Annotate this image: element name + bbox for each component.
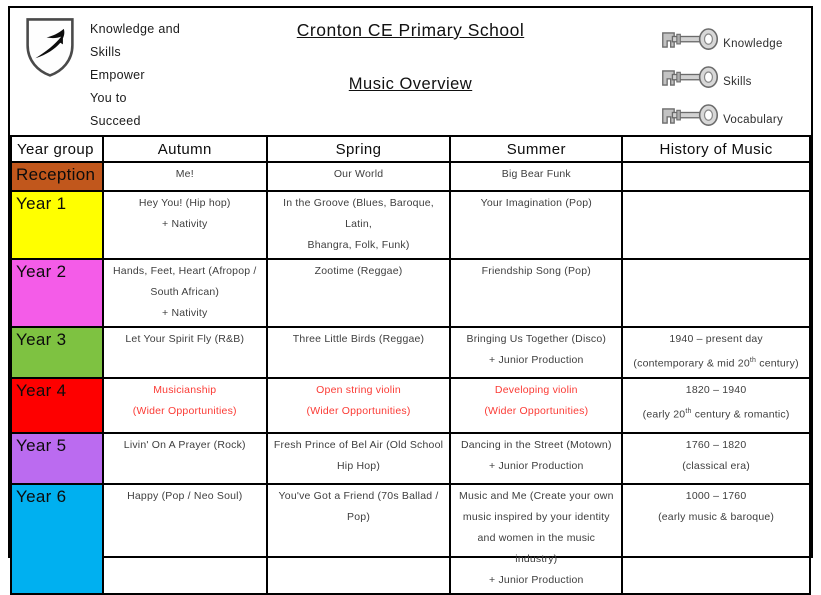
page-title: Cronton CE Primary School xyxy=(296,20,525,40)
spring-cell xyxy=(267,162,451,191)
page-header xyxy=(10,8,811,135)
cell-line: (early music & baroque) xyxy=(658,510,775,523)
year-group-cell: Year 4 xyxy=(11,378,103,433)
cell-line: Pop) xyxy=(347,510,371,523)
motto-line: Empower xyxy=(90,68,145,82)
year-group-cell: Year 2 xyxy=(11,259,103,327)
cell-line: + Junior Production xyxy=(489,459,584,472)
year-group-cell: Year 1 xyxy=(11,191,103,259)
key-legend-item xyxy=(661,16,783,54)
cell-line: In the Groove (Blues, Baroque, Latin, xyxy=(283,197,434,230)
cell-line: (Wider Opportunities) xyxy=(306,404,411,417)
autumn-cell xyxy=(103,433,267,484)
key-icon xyxy=(661,102,719,130)
table-row xyxy=(11,484,810,594)
key-legend xyxy=(661,16,783,130)
motto-line: Skills xyxy=(90,45,121,59)
cell-line: Three Little Birds (Reggae) xyxy=(292,333,425,345)
cell-line: Musicianship xyxy=(153,383,217,396)
history-cell xyxy=(622,327,810,378)
cell-line: South African) xyxy=(150,286,220,298)
cell-line: + Nativity xyxy=(162,307,208,319)
cell-line: and women in the music industry) xyxy=(477,531,596,565)
key-legend-item xyxy=(661,54,783,92)
summer-cell xyxy=(450,191,622,259)
cell-line: (classical era) xyxy=(682,459,750,472)
table-row xyxy=(11,259,810,327)
cell-line: Hey You! (Hip hop) xyxy=(138,197,231,209)
summer-cell xyxy=(450,327,622,378)
col-header-summer: Summer xyxy=(450,136,622,162)
history-cell xyxy=(622,191,810,259)
cell-line: (early 20th century & romantic) xyxy=(642,407,790,420)
table-row xyxy=(11,327,810,378)
cell-line: Open string violin xyxy=(316,383,401,396)
autumn-cell xyxy=(103,162,267,191)
autumn-cell xyxy=(103,259,267,327)
motto-line: You to xyxy=(90,91,127,105)
cell-line: Bhangra, Folk, Funk) xyxy=(307,239,410,251)
col-header-autumn: Autumn xyxy=(103,136,267,162)
cell-line: Dancing in the Street (Motown) xyxy=(460,438,612,451)
page-subtitle: Music Overview xyxy=(348,75,473,93)
key-legend-label: Vocabulary xyxy=(723,114,783,126)
year-group-cell: Year 5 xyxy=(11,433,103,484)
autumn-cell xyxy=(103,484,267,594)
year-group-cell: Year 6 xyxy=(11,484,103,594)
year-group-cell: Reception xyxy=(11,162,103,191)
cell-line: Our World xyxy=(333,168,384,180)
spring-cell xyxy=(267,378,451,433)
table-row xyxy=(11,191,810,259)
key-legend-label: Knowledge xyxy=(723,38,783,50)
table-row xyxy=(11,433,810,484)
cell-line: (Wider Opportunities) xyxy=(132,404,237,417)
table-row xyxy=(11,162,810,191)
cell-line: Hands, Feet, Heart (Afropop / xyxy=(113,265,257,277)
cell-line: Happy (Pop / Neo Soul) xyxy=(127,489,243,502)
summer-cell xyxy=(450,259,622,327)
cell-line: + Junior Production xyxy=(489,354,584,366)
autumn-cell xyxy=(103,327,267,378)
autumn-cell xyxy=(103,191,267,259)
history-cell xyxy=(622,433,810,484)
cell-line: Hip Hop) xyxy=(337,459,381,472)
summer-cell xyxy=(450,484,622,594)
history-cell xyxy=(622,259,810,327)
history-cell xyxy=(622,162,810,191)
cell-line: Music and Me (Create your own xyxy=(459,489,614,502)
spring-cell xyxy=(267,433,451,484)
key-icon xyxy=(661,26,719,54)
spring-cell xyxy=(267,191,451,259)
cell-line: + Nativity xyxy=(162,218,208,230)
summer-cell xyxy=(450,378,622,433)
spring-cell xyxy=(267,484,451,594)
cell-line: Fresh Prince of Bel Air (Old School xyxy=(273,438,444,451)
cell-line: + Junior Production xyxy=(489,573,584,586)
history-cell xyxy=(622,378,810,433)
cell-line: You've Got a Friend (70s Ballad / xyxy=(278,489,439,502)
table-row xyxy=(11,378,810,433)
cell-line: 1000 – 1760 xyxy=(685,489,747,502)
cell-line: 1760 – 1820 xyxy=(685,438,747,451)
cell-line: Me! xyxy=(175,168,194,180)
cell-line: Your Imagination (Pop) xyxy=(480,197,593,209)
year-group-cell: Year 3 xyxy=(11,327,103,378)
cell-line: Big Bear Funk xyxy=(501,168,571,180)
cell-line: (Wider Opportunities) xyxy=(484,404,589,417)
col-header-spring: Spring xyxy=(267,136,451,162)
summer-cell xyxy=(450,433,622,484)
key-icon xyxy=(661,64,719,92)
motto-line: Knowledge and xyxy=(90,22,181,36)
spring-cell xyxy=(267,259,451,327)
cell-line: Developing violin xyxy=(494,383,578,396)
spring-cell xyxy=(267,327,451,378)
document-page xyxy=(8,6,813,586)
cell-line: Friendship Song (Pop) xyxy=(481,265,591,277)
cell-line: music inspired by your identity xyxy=(462,510,610,523)
cell-line: (contemporary & mid 20th century) xyxy=(633,357,799,370)
cell-line: 1820 – 1940 xyxy=(685,383,747,396)
motto-line: Succeed xyxy=(90,114,141,128)
key-legend-item xyxy=(661,92,783,130)
history-cell xyxy=(622,484,810,594)
cell-line: 1940 – present day xyxy=(669,333,763,345)
music-overview-table xyxy=(10,135,811,595)
cell-line: Zootime (Reggae) xyxy=(314,265,403,277)
table-header-row xyxy=(11,136,810,162)
col-header-year-group: Year group xyxy=(11,136,103,162)
autumn-cell xyxy=(103,378,267,433)
summer-cell xyxy=(450,162,622,191)
cell-line: Let Your Spirit Fly (R&B) xyxy=(125,333,245,345)
cell-line: Bringing Us Together (Disco) xyxy=(466,333,607,345)
key-legend-label: Skills xyxy=(723,76,752,88)
cell-line: Livin' On A Prayer (Rock) xyxy=(123,438,246,451)
col-header-history-of-music: History of Music xyxy=(622,136,810,162)
